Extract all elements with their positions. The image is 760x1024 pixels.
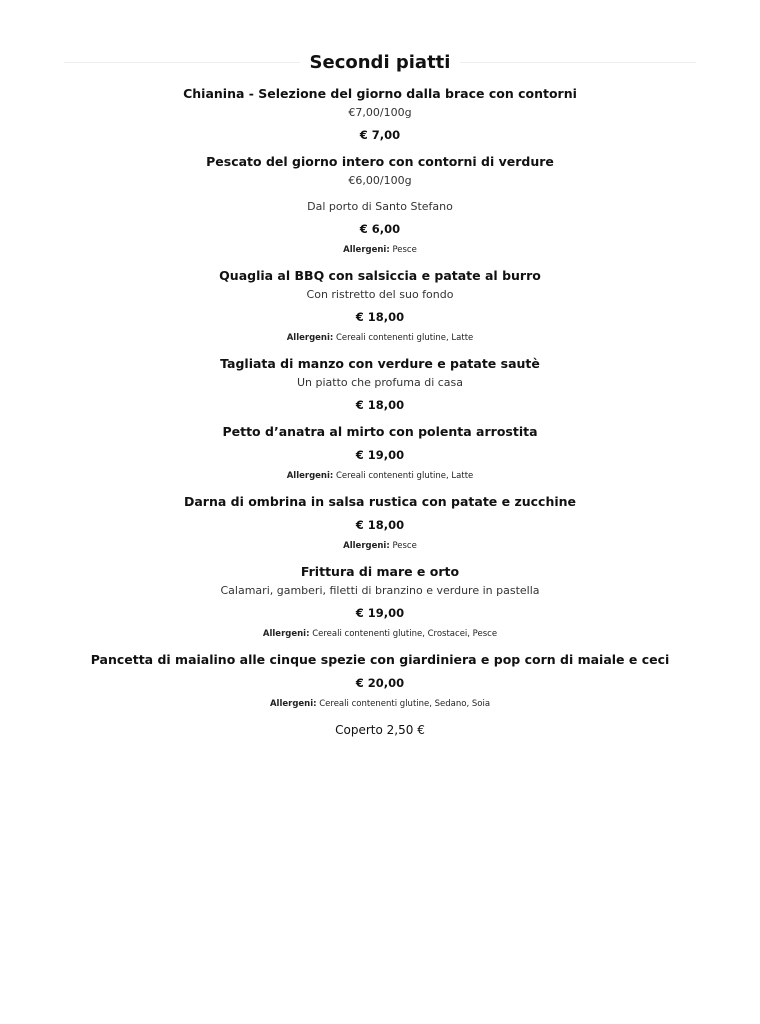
- menu-item-price: € 6,00: [359, 222, 401, 236]
- menu-item-name: Chianina - Selezione del giorno dalla brace con contorni: [183, 86, 577, 101]
- section-header: [64, 48, 696, 80]
- menu-item-allergens: [0, 698, 760, 710]
- menu-item-description: Un piatto che profuma di casa: [296, 376, 464, 389]
- menu-item-description: Dal porto di Santo Stefano: [307, 200, 453, 213]
- menu-item-allergens: [0, 244, 760, 256]
- menu-item: [0, 154, 760, 256]
- allergens-value: Pesce: [392, 541, 417, 551]
- menu-item-name: Petto d’anatra al mirto con polenta arrostita: [222, 424, 538, 439]
- menu-item-price: € 18,00: [355, 518, 405, 532]
- allergens-value: Pesce: [392, 245, 417, 255]
- allergens-value: Cereali contenenti glutine, Latte: [336, 471, 474, 481]
- menu-items-list: [0, 86, 760, 710]
- allergens-value: Cereali contenenti glutine, Sedano, Soia: [319, 699, 491, 709]
- menu-item: [0, 86, 760, 142]
- menu-item-name: Darna di ombrina in salsa rustica con patate e zucchine: [183, 494, 577, 509]
- menu-item-description: Con ristretto del suo fondo: [306, 288, 454, 301]
- menu-item-price: € 19,00: [355, 606, 405, 620]
- allergens-label: Allergeni:: [286, 333, 334, 343]
- allergens-value: Cereali contenenti glutine, Latte: [336, 333, 474, 343]
- menu-item-name: Pancetta di maialino alle cinque spezie con giardiniera e pop corn di maiale e ceci: [90, 652, 670, 667]
- menu-item-price: € 18,00: [355, 398, 405, 412]
- allergens-label: Allergeni:: [262, 629, 310, 639]
- menu-item: [0, 564, 760, 640]
- menu-section: [0, 48, 760, 738]
- menu-item: [0, 356, 760, 412]
- menu-item-allergens: [0, 540, 760, 552]
- menu-item: [0, 424, 760, 482]
- menu-item-name: Tagliata di manzo con verdure e patate sautè: [220, 356, 540, 371]
- allergens-label: Allergeni:: [343, 245, 390, 255]
- menu-item-description: Calamari, gamberi, filetti di branzino e verdure in pastella: [220, 584, 540, 597]
- menu-item-name: Pescato del giorno intero con contorni di verdure: [206, 154, 554, 169]
- allergens-value: Cereali contenenti glutine, Crostacei, Pesce: [312, 629, 498, 639]
- coperto-note: Coperto 2,50 €: [335, 723, 425, 737]
- allergens-label: Allergeni:: [343, 541, 390, 551]
- menu-item-name: Frittura di mare e orto: [300, 564, 460, 579]
- allergens-label: Allergeni:: [269, 699, 317, 709]
- menu-item: [0, 652, 760, 710]
- menu-item-price: € 20,00: [355, 676, 405, 690]
- menu-item-price: € 19,00: [355, 448, 405, 462]
- menu-item-allergens: [0, 332, 760, 344]
- menu-item-name: Quaglia al BBQ con salsiccia e patate al burro: [219, 268, 541, 283]
- menu-item-allergens: [0, 628, 760, 640]
- menu-item-description: €7,00/100g: [348, 106, 412, 119]
- menu-item: [0, 268, 760, 344]
- menu-item-allergens: [0, 470, 760, 482]
- allergens-label: Allergeni:: [286, 471, 334, 481]
- menu-item-price: € 18,00: [355, 310, 405, 324]
- menu-item-description: €6,00/100g: [348, 174, 412, 187]
- menu-item-price: € 7,00: [359, 128, 401, 142]
- menu-item: [0, 494, 760, 552]
- section-title: Secondi piatti: [300, 48, 461, 78]
